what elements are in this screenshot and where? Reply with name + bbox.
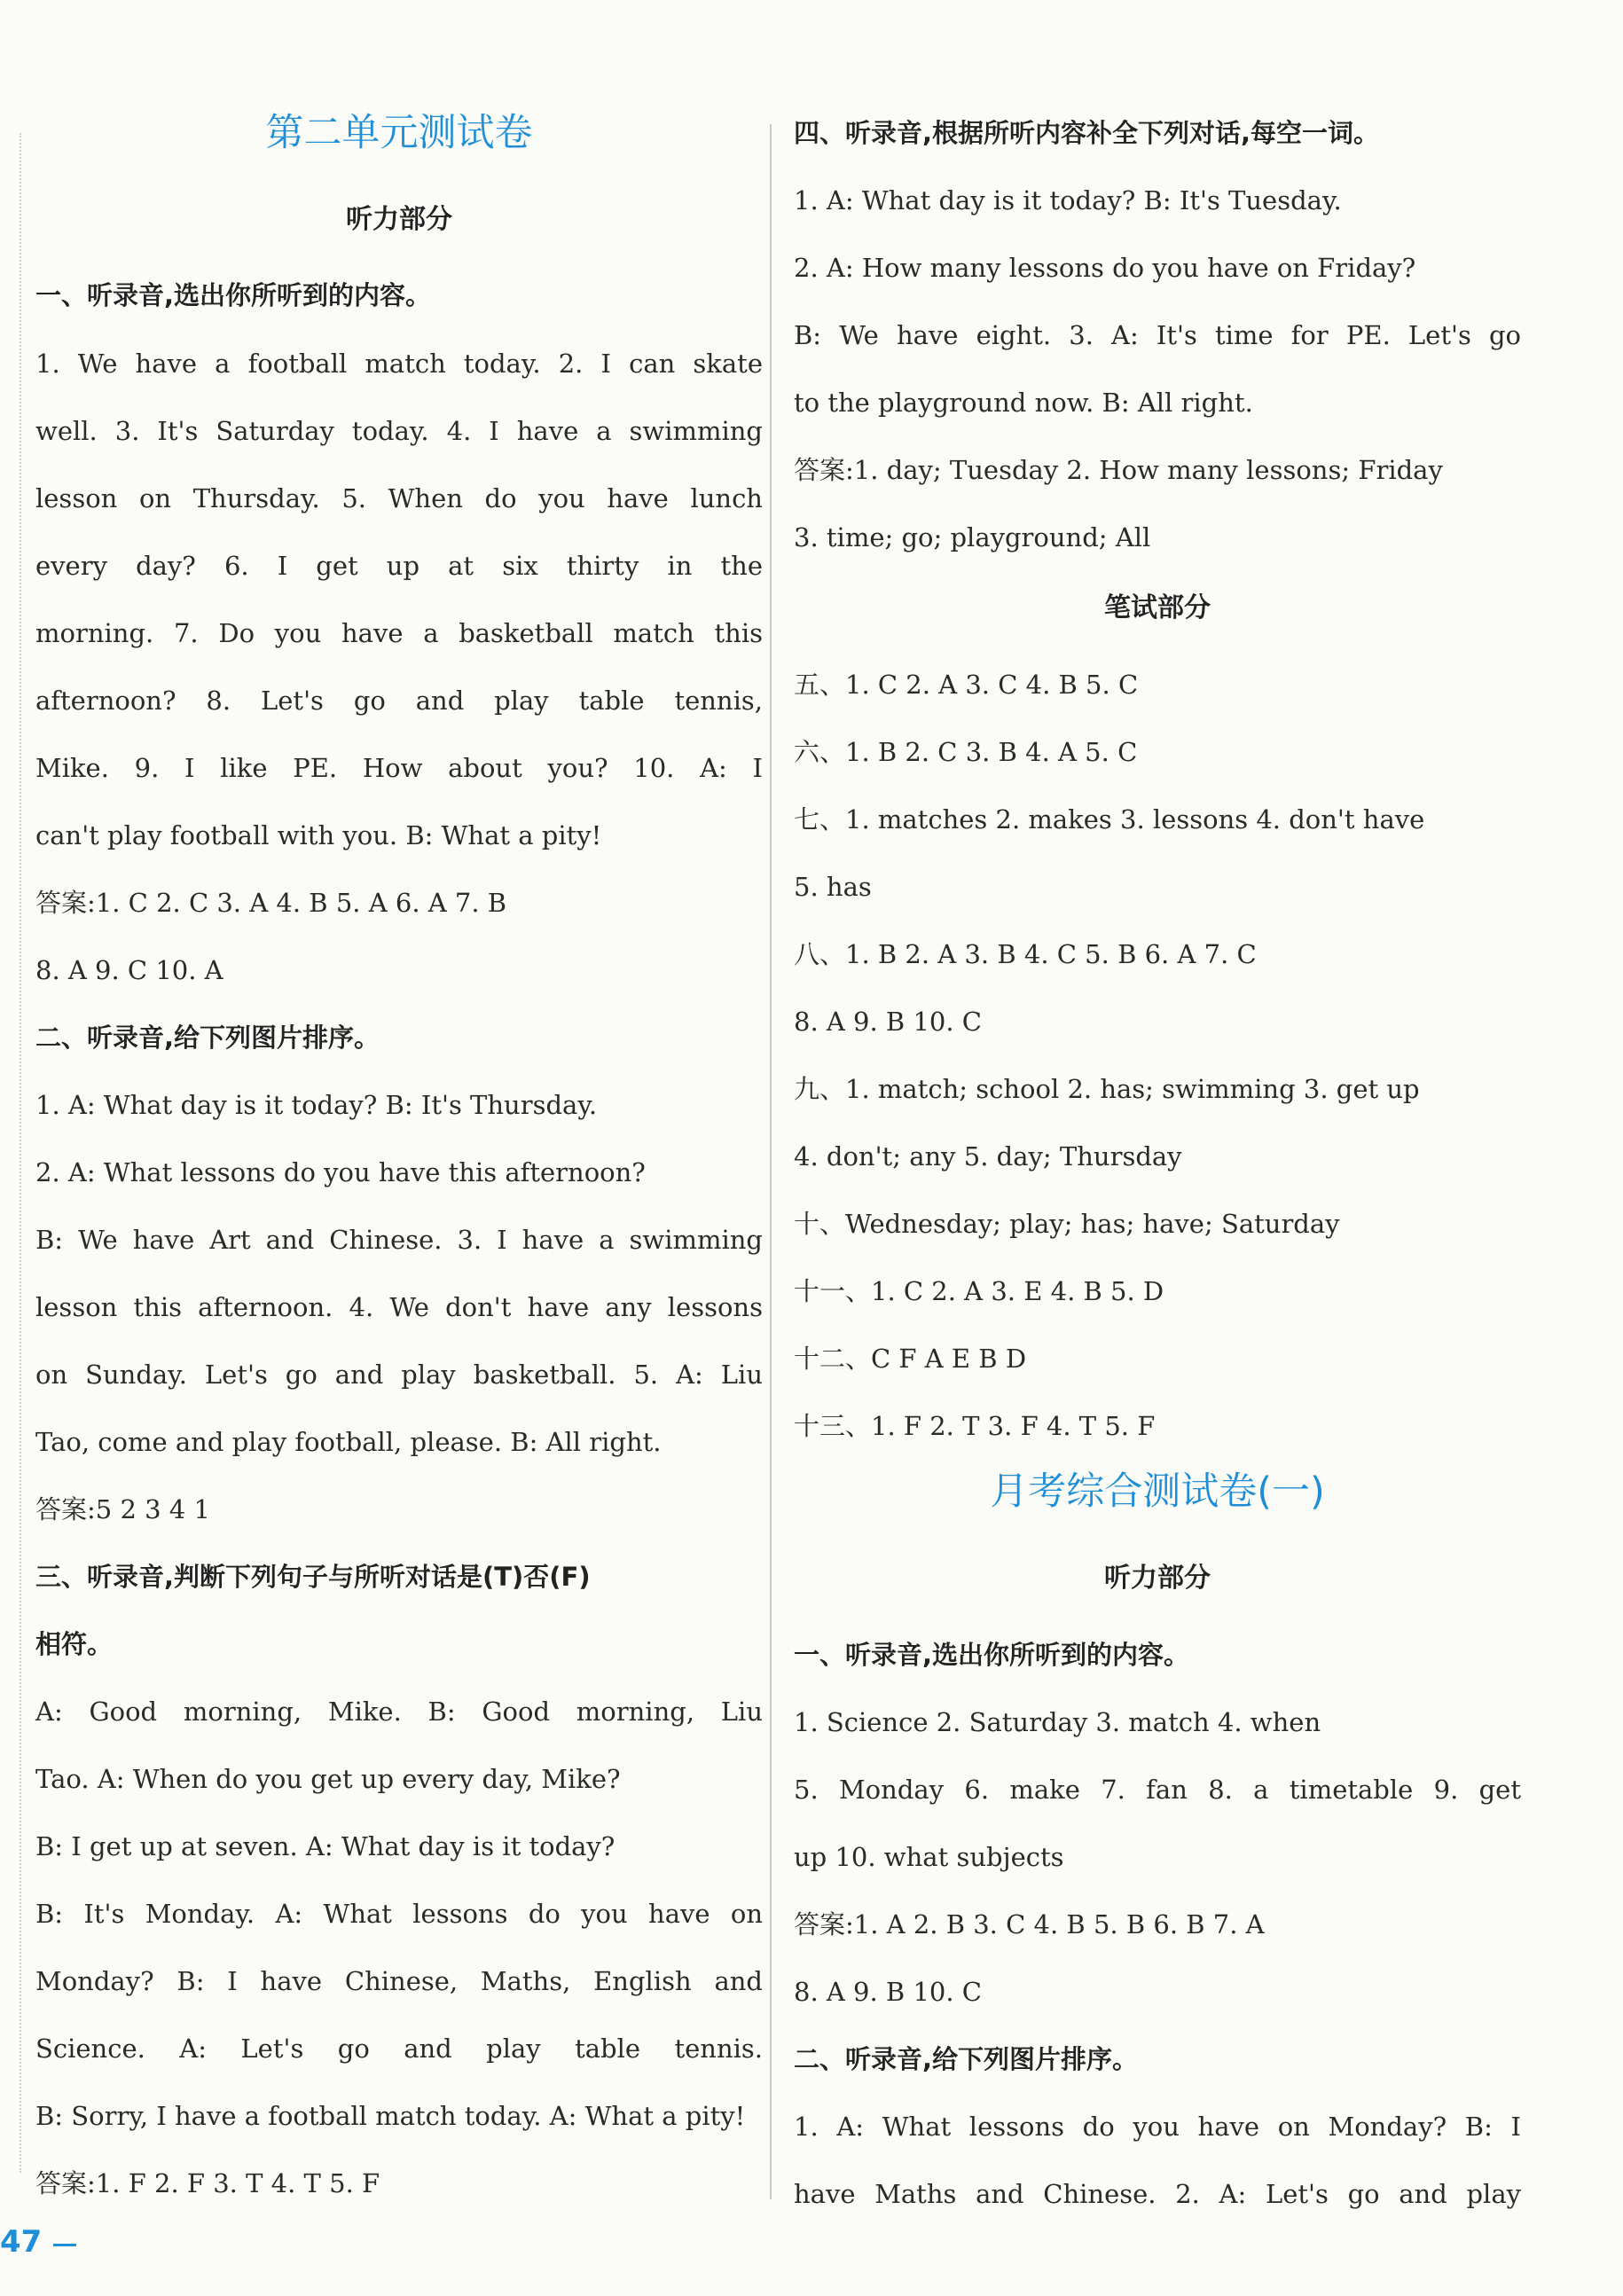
text-line: Tao. A: When do you get up every day, Mike? <box>35 1764 621 1794</box>
left-margin-dotted-line <box>20 133 21 2173</box>
text-line: B: I get up at seven. A: What day is it today? <box>35 1831 615 1861</box>
text-line: 1. We have a football match today. 2. I can skate <box>35 349 763 379</box>
answer-line: 8. A 9. B 10. C <box>794 1977 982 2007</box>
text-line: lesson on Thursday. 5. When do you have lunch <box>35 483 763 513</box>
text-line: 5. Monday 6. make 7. fan 8. a timetable 9. get <box>794 1775 1521 1805</box>
answer-line: 答案:5 2 3 4 1 <box>35 1494 210 1524</box>
text-line: 1. Science 2. Saturday 3. match 4. when <box>794 1707 1321 1737</box>
page-number: 47 <box>0 2224 43 2260</box>
answer-line: 六、1. B 2. C 3. B 4. A 5. C <box>794 737 1138 767</box>
answer-line: 答案:1. day; Tuesday 2. How many lessons; Friday <box>794 455 1443 485</box>
answer-line: 十三、1. F 2. T 3. F 4. T 5. F <box>794 1411 1156 1441</box>
answer-line: 4. don't; any 5. day; Thursday <box>794 1141 1182 1172</box>
text-line: A: Good morning, Mike. B: Good morning, Liu <box>35 1697 763 1727</box>
answer-line: 十、Wednesday; play; has; have; Saturday <box>794 1209 1340 1239</box>
text-line: Science. A: Let's go and play table tennis. <box>35 2033 763 2064</box>
text-line: B: We have Art and Chinese. 3. I have a swimming <box>35 1225 763 1255</box>
answer-line: 3. time; go; playground; All <box>794 522 1151 552</box>
answer-line: 答案:1. C 2. C 3. A 4. B 5. A 6. A 7. B <box>35 888 507 918</box>
text-line: 2. A: What lessons do you have this afternoon? <box>35 1157 646 1187</box>
answer-line: 九、1. match; school 2. has; swimming 3. get up <box>794 1074 1420 1104</box>
text-line: Tao, come and play football, please. B: All right. <box>35 1427 662 1457</box>
text-line: 1. A: What lessons do you have on Monday? B: I <box>794 2112 1521 2142</box>
text-line: can't play football with you. B: What a pity! <box>35 820 602 850</box>
text-line: morning. 7. Do you have a basketball match this <box>35 618 763 648</box>
section-2-heading: 二、听录音,给下列图片排序。 <box>35 1023 380 1053</box>
monthly-test-title: 月考综合测试卷(一) <box>990 1469 1325 1514</box>
text-line: B: Sorry, I have a football match today. A: What a pity! <box>35 2101 746 2131</box>
column-divider <box>770 124 772 2199</box>
answer-line: 十一、1. C 2. A 3. E 4. B 5. D <box>794 1276 1164 1306</box>
text-line: Mike. 9. I like PE. How about you? 10. A: I <box>35 753 763 783</box>
section-2b-heading: 二、听录音,给下列图片排序。 <box>794 2044 1139 2074</box>
answer-line: 答案:1. A 2. B 3. C 4. B 5. B 6. B 7. A <box>794 1909 1265 1939</box>
answer-line: 8. A 9. C 10. A <box>35 955 223 985</box>
answer-line: 五、1. C 2. A 3. C 4. B 5. C <box>794 670 1139 700</box>
answer-line: 5. has <box>794 872 872 902</box>
section-4-heading: 四、听录音,根据所听内容补全下列对话,每空一词。 <box>794 118 1380 148</box>
text-line: afternoon? 8. Let's go and play table tennis, <box>35 686 763 716</box>
text-line: on Sunday. Let's go and play basketball. 5. A: Liu <box>35 1360 763 1390</box>
answer-line: 十二、C F A E B D <box>794 1344 1027 1374</box>
listening-section-label-2: 听力部分 <box>1104 1563 1211 1594</box>
text-line: every day? 6. I get up at six thirty in the <box>35 551 763 581</box>
section-3-heading: 三、听录音,判断下列句子与所听对话是(T)否(F) <box>35 1562 591 1592</box>
unit-test-title: 第二单元测试卷 <box>265 111 533 155</box>
text-line: B: It's Monday. A: What lessons do you have on <box>35 1899 763 1929</box>
answer-line: 答案:1. F 2. F 3. T 4. T 5. F <box>35 2168 380 2198</box>
text-line: lesson this afternoon. 4. We don't have any lessons <box>35 1292 763 1322</box>
text-line: 1. A: What day is it today? B: It's Thursday. <box>35 1090 598 1120</box>
listening-section-label: 听力部分 <box>346 204 452 235</box>
text-line: have Maths and Chinese. 2. A: Let's go and play <box>794 2179 1521 2209</box>
answer-line: 七、1. matches 2. makes 3. lessons 4. don't have <box>794 804 1425 835</box>
text-line: Monday? B: I have Chinese, Maths, English and <box>35 1966 763 1996</box>
text-line: well. 3. It's Saturday today. 4. I have a swimming <box>35 416 763 446</box>
section-1b-heading: 一、听录音,选出你所听到的内容。 <box>794 1640 1190 1670</box>
text-line: up 10. what subjects <box>794 1842 1064 1872</box>
answer-line: 八、1. B 2. A 3. B 4. C 5. B 6. A 7. C <box>794 939 1257 969</box>
text-line: 2. A: How many lessons do you have on Friday? <box>794 253 1416 283</box>
page-number-dash <box>53 2244 76 2246</box>
text-line: B: We have eight. 3. A: It's time for PE. Let's go <box>794 320 1521 350</box>
written-section-label: 笔试部分 <box>1104 592 1211 623</box>
answer-line: 8. A 9. B 10. C <box>794 1007 982 1037</box>
section-3-heading-cont: 相符。 <box>35 1629 114 1659</box>
section-1-heading: 一、听录音,选出你所听到的内容。 <box>35 280 432 310</box>
text-line: 1. A: What day is it today? B: It's Tuesday. <box>794 185 1342 215</box>
text-line: to the playground now. B: All right. <box>794 388 1253 418</box>
